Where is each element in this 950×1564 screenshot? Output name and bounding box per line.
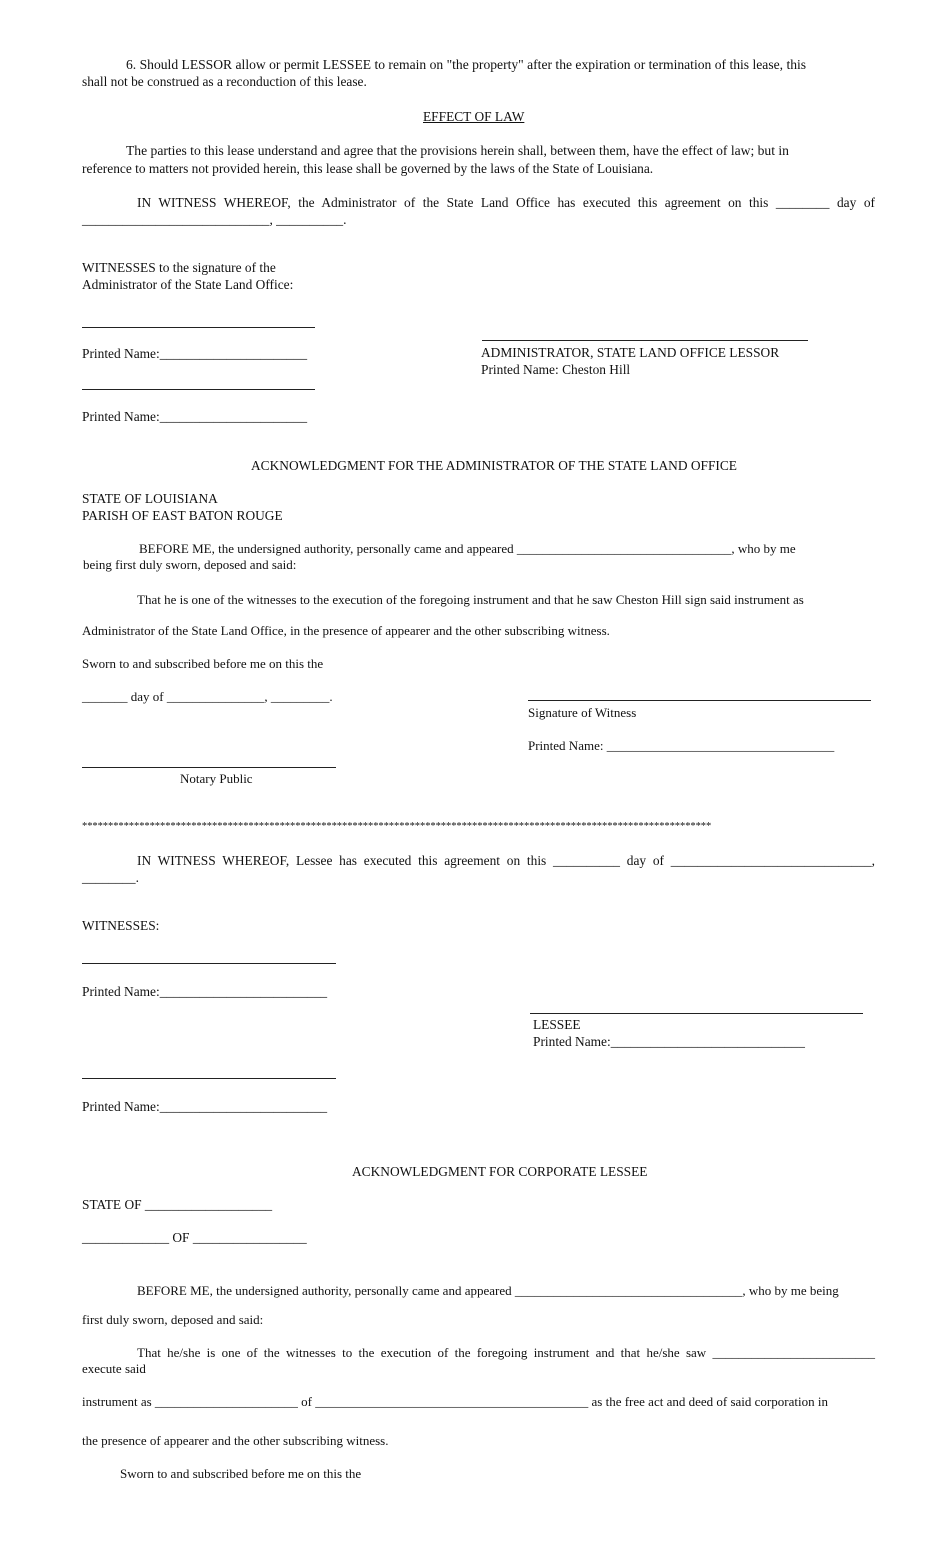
lessor-witness-clause-line-2: ____________________________, __________. xyxy=(82,212,347,227)
corporate-ack-before-me-2: first duly sworn, deposed and said: xyxy=(82,1312,264,1327)
admin-ack-parish: PARISH OF EAST BATON ROUGE xyxy=(82,508,283,523)
clause-6-line-1: 6. Should LESSOR allow or permit LESSEE to remain on "the property" after the expiration or termination of this lease, this xyxy=(126,57,807,72)
lessee-witness-2-printed-name[interactable]: Printed Name:_________________________ xyxy=(82,1099,328,1114)
administrator-signature-line[interactable] xyxy=(482,340,808,341)
lessee-witness-1-printed-name[interactable]: Printed Name:_________________________ xyxy=(82,984,328,999)
lessee-title: LESSEE xyxy=(533,1017,581,1032)
corporate-ack-parish-of[interactable]: _____________ OF _________________ xyxy=(82,1230,307,1245)
corporate-ack-sworn: Sworn to and subscribed before me on this the xyxy=(120,1466,362,1481)
corporate-ack-instrument-as: instrument as ______________________ of __________________________________________ as the free act and deed of said corporation in xyxy=(82,1394,828,1409)
lessee-witness-2-signature-line[interactable] xyxy=(82,1078,336,1079)
lessor-witness-1-signature-line[interactable] xyxy=(82,327,315,328)
admin-ack-state: STATE OF LOUISIANA xyxy=(82,491,218,506)
corporate-ack-that-she-2: execute said xyxy=(82,1361,146,1376)
lessee-witness-clause-line-2: ________. xyxy=(82,870,139,885)
lessor-witness-2-signature-line[interactable] xyxy=(82,389,315,390)
lessee-signature-line[interactable] xyxy=(530,1013,863,1014)
witness-signature-line[interactable] xyxy=(528,700,871,701)
asterisk-separator: ************************************************************************************************************************* xyxy=(82,821,712,832)
lessor-witness-clause-line-1: IN WITNESS WHEREOF, the Administrator of the State Land Office has executed this agreement on this ________ day of xyxy=(137,195,875,210)
corporate-ack-before-me-1: BEFORE ME, the undersigned authority, personally came and appeared ___________________________________, who by me being xyxy=(137,1283,839,1298)
admin-ack-that-he: That he is one of the witnesses to the execution of the foregoing instrument and that he saw Cheston Hill sign said instrument as xyxy=(137,592,804,607)
lessor-witnesses-label-1: WITNESSES to the signature of the xyxy=(82,260,276,275)
notary-signature-line[interactable] xyxy=(82,767,336,768)
notary-public-label: Notary Public xyxy=(180,771,253,786)
signature-of-witness-label: Signature of Witness xyxy=(528,705,637,720)
administrator-title: ADMINISTRATOR, STATE LAND OFFICE LESSOR xyxy=(481,345,780,360)
corporate-ack-state-of[interactable]: STATE OF ___________________ xyxy=(82,1197,273,1212)
admin-ack-day-of[interactable]: _______ day of _______________, _________. xyxy=(82,689,333,704)
administrator-printed-name: Printed Name: Cheston Hill xyxy=(481,362,631,377)
effect-of-law-heading: EFFECT OF LAW xyxy=(423,109,525,124)
admin-ack-before-me-1: BEFORE ME, the undersigned authority, personally came and appeared _________________________________, who by me xyxy=(139,541,796,556)
witness-printed-name[interactable]: Printed Name: ___________________________________ xyxy=(528,738,835,753)
lessor-witness-1-printed-name[interactable]: Printed Name:______________________ xyxy=(82,346,308,361)
corporate-acknowledgment-heading: ACKNOWLEDGMENT FOR CORPORATE LESSEE xyxy=(352,1164,648,1179)
clause-6-line-2: shall not be construed as a reconduction of this lease. xyxy=(82,74,367,89)
effect-of-law-line-1: The parties to this lease understand and agree that the provisions herein shall, between them, have the effect of law; but in xyxy=(126,143,789,158)
admin-ack-administrator-line: Administrator of the State Land Office, in the presence of appearer and the other subscribing witness. xyxy=(82,623,610,638)
lessee-witnesses-label: WITNESSES: xyxy=(82,918,160,933)
admin-ack-sworn: Sworn to and subscribed before me on this the xyxy=(82,656,324,671)
lessee-witness-clause-line-1: IN WITNESS WHEREOF, Lessee has executed this agreement on this __________ day of ______________________________, xyxy=(137,853,875,868)
admin-ack-before-me-2: being first duly sworn, deposed and said: xyxy=(83,557,297,572)
lessee-printed-name[interactable]: Printed Name:_____________________________ xyxy=(533,1034,805,1049)
corporate-ack-that-she-1: That he/she is one of the witnesses to the execution of the foregoing instrument and that he/she saw _________________________ xyxy=(137,1345,875,1360)
corporate-ack-presence: the presence of appearer and the other subscribing witness. xyxy=(82,1433,389,1448)
admin-acknowledgment-heading: ACKNOWLEDGMENT FOR THE ADMINISTRATOR OF THE STATE LAND OFFICE xyxy=(251,458,737,473)
effect-of-law-line-2: reference to matters not provided herein, this lease shall be governed by the laws of the State of Louisiana. xyxy=(82,161,654,176)
lessee-witness-1-signature-line[interactable] xyxy=(82,963,336,964)
lessor-witnesses-label-2: Administrator of the State Land Office: xyxy=(82,277,294,292)
lessor-witness-2-printed-name[interactable]: Printed Name:______________________ xyxy=(82,409,308,424)
